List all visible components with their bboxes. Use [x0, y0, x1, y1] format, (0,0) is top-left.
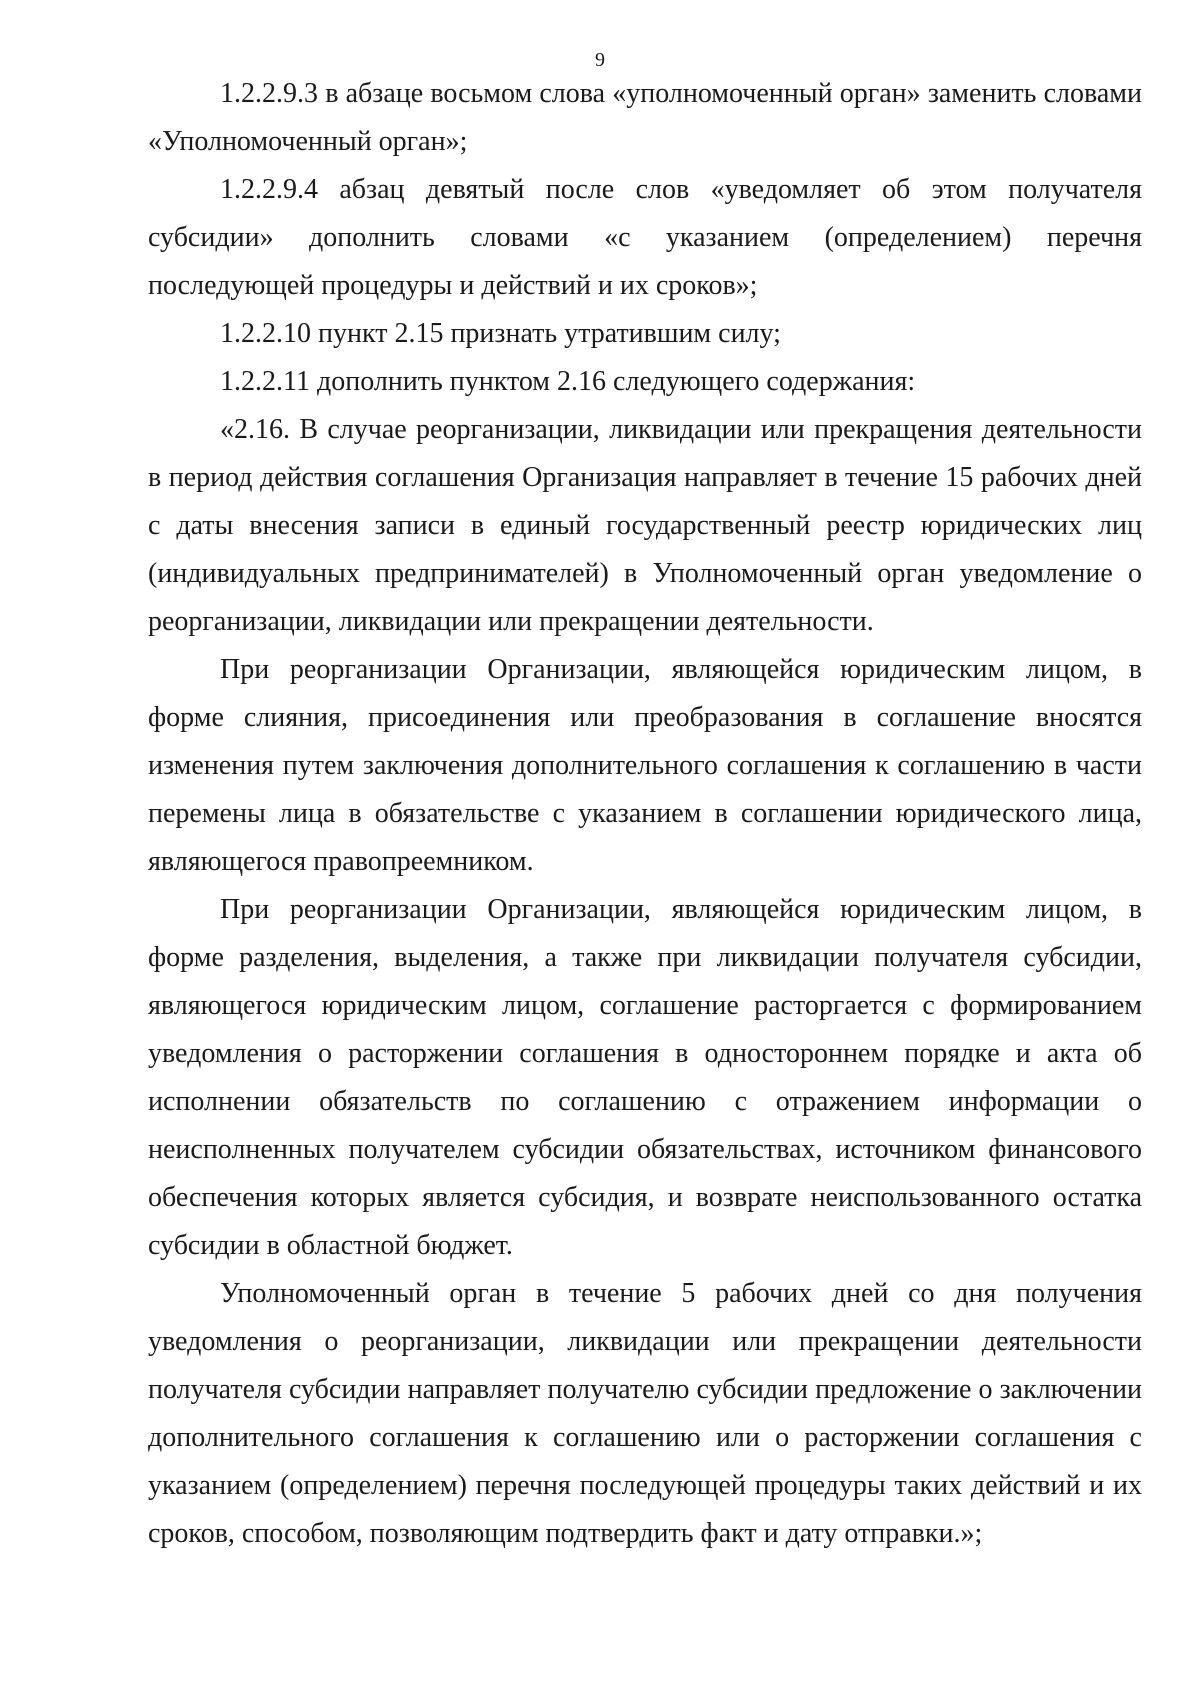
paragraph-authorized-body-notice: Уполномоченный орган в течение 5 рабочих дней со дня получения уведомления о реорганизации, ликвидации или прекращении деятельности получателя субсидии направляет получателю субсидии предложение о заключении дополнительного соглашения к соглашению или о расторжении соглашения с указанием (определением) перечня последующей процедуры таких действий и их сроков, способом, позволяющим подтвердить факт и дату отправки.»;	[148, 1278, 1142, 1549]
paragraph-1-2-2-9-4: 1.2.2.9.4 абзац девятый после слов «уведомляет об этом получателя субсидии» дополнить словами «с указанием (определением) перечня последующей процедуры и действий и их сроков»;	[148, 174, 1142, 301]
page-number: 9	[595, 49, 605, 71]
paragraph-1-2-2-10: 1.2.2.10 пункт 2.15 признать утратившим силу;	[220, 318, 781, 349]
paragraph-1-2-2-9-3: 1.2.2.9.3 в абзаце восьмом слова «уполномоченный орган» заменить словами «Уполномоченный орган»;	[148, 78, 1142, 157]
document-body	[148, 70, 1142, 1558]
paragraph-division-liquidation: При реорганизации Организации, являющейся юридическим лицом, в форме разделения, выделения, а также при ликвидации получателя субсидии, являющегося юридическим лицом, соглашение расторгается с формированием уведомления о расторжении соглашения в одностороннем порядке и акта об исполнении обязательств по соглашению с отражением информации о неисполненных получателем субсидии обязательствах, источником финансового обеспечения которых является субсидия, и возврате неиспользованного остатка субсидии в областной бюджет.	[148, 894, 1142, 1261]
paragraph-1-2-2-11: 1.2.2.11 дополнить пунктом 2.16 следующего содержания:	[220, 366, 916, 397]
paragraph-merger-reorganization: При реорганизации Организации, являющейся юридическим лицом, в форме слияния, присоединения или преобразования в соглашение вносятся изменения путем заключения дополнительного соглашения к соглашению в части перемены лица в обязательстве с указанием в соглашении юридического лица, являющегося правопреемником.	[148, 654, 1142, 877]
paragraph-2-16: «2.16. В случае реорганизации, ликвидации или прекращения деятельности в период действия соглашения Организация направляет в течение 15 рабочих дней с даты внесения записи в единый государственный реестр юридических лиц (индивидуальных предпринимателей) в Уполномоченный орган уведомление о реорганизации, ликвидации или прекращении деятельности.	[148, 414, 1142, 637]
